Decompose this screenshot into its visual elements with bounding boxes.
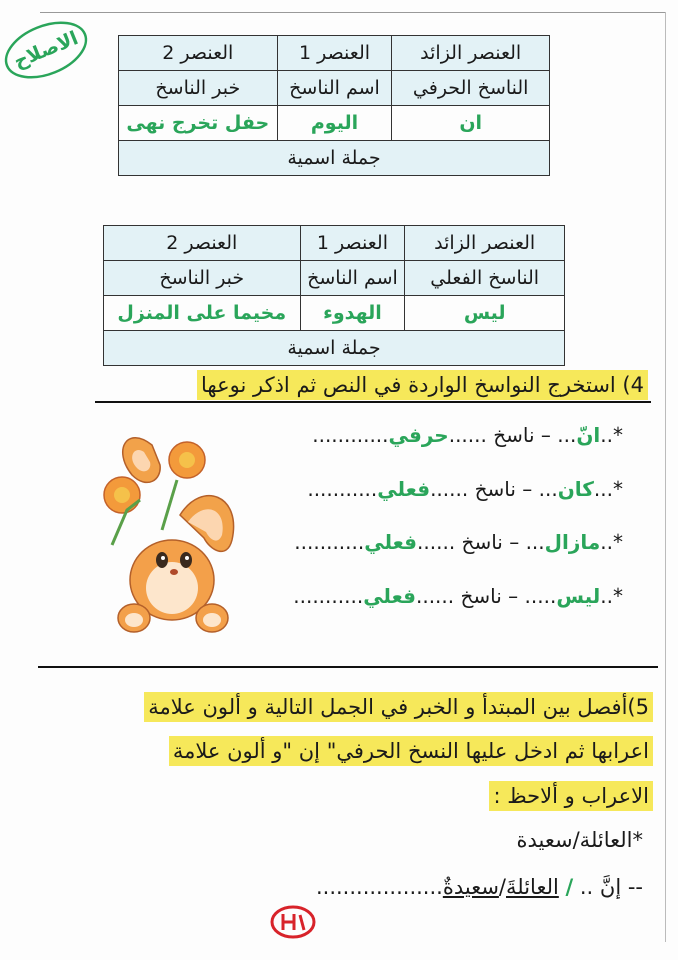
item-dots: ........... [294, 530, 365, 554]
answer-dots: ................... [315, 875, 443, 899]
answer-cell: الهدوء [300, 296, 405, 331]
section-divider [38, 666, 658, 668]
slash-mark: / [498, 875, 506, 899]
table-cell: العنصر 2 [119, 36, 278, 71]
table-cell: العنصر الزائد [392, 36, 550, 71]
item-middle: ... – ناسخ ...... [417, 530, 545, 554]
answer-type: فعلي [364, 530, 418, 554]
table-cell: خبر الناسخ [104, 261, 301, 296]
table-cell: الناسخ الفعلي [405, 261, 565, 296]
item-dots: ............ [312, 423, 389, 447]
answer-cell: حفل تخرج نهى [119, 106, 278, 141]
item-middle: ... – ناسخ ...... [448, 423, 577, 447]
slash-mark: / [565, 875, 574, 899]
table-cell: اسم الناسخ [277, 71, 392, 106]
page-border-top [40, 12, 665, 13]
table-cell: العنصر 1 [300, 226, 405, 261]
publisher-logo [270, 905, 316, 939]
correction-stamp [0, 18, 92, 82]
answer-word: مازال [544, 530, 601, 554]
question-4-underline [95, 401, 651, 403]
table-row [119, 71, 550, 106]
item-prefix: *... [593, 477, 623, 501]
item-prefix: *.. [600, 423, 623, 447]
q4-item-4 [293, 584, 623, 608]
table-row [104, 261, 565, 296]
table-footer-cell: جملة اسمية [119, 141, 550, 176]
table-cell: العنصر 1 [277, 36, 392, 71]
q4-item-3 [294, 530, 623, 554]
answer-word-2: سعيدةٌ [442, 875, 499, 899]
table-row [104, 226, 565, 261]
answer-cell: ليس [405, 296, 565, 331]
answer-cell: اليوم [277, 106, 392, 141]
table-row [119, 106, 550, 141]
q5-sentence: *العائلة/سعيدة [516, 828, 643, 852]
table-cell: اسم الناسخ [300, 261, 405, 296]
answer-type: حرفي [388, 423, 449, 447]
q4-item-1 [312, 423, 623, 447]
answer-cell: مخيما على المنزل [104, 296, 301, 331]
analysis-table-2 [103, 225, 565, 366]
item-middle: ..... – ناسخ ...... [415, 584, 557, 608]
table-row [104, 331, 565, 366]
question-5-line-1: 5)أفصل بين المبتدأ و الخبر في الجمل التالية و ألون علامة [144, 692, 653, 722]
table-cell: العنصر الزائد [405, 226, 565, 261]
answer-word: كان [557, 477, 594, 501]
item-middle: ... – ناسخ ...... [430, 477, 558, 501]
table-row [104, 296, 565, 331]
question-4-title: 4) استخرج النواسخ الواردة في النص ثم اذكر نوعها [197, 370, 648, 400]
answer-cell: ان [392, 106, 550, 141]
q4-item-2 [307, 477, 623, 501]
item-prefix: *.. [600, 584, 623, 608]
answer-type: فعلي [363, 584, 416, 608]
answer-word: انّ [576, 423, 601, 447]
table-cell: خبر الناسخ [119, 71, 278, 106]
item-dots: ........... [293, 584, 364, 608]
question-5-line-2: اعرابها ثم ادخل عليها النسخ الحرفي" إن "و ألون علامة [169, 736, 653, 766]
page-border-right [665, 12, 666, 942]
item-prefix: *.. [600, 530, 623, 554]
analysis-table-1 [118, 35, 550, 176]
table-row [119, 141, 550, 176]
table-footer-cell: جملة اسمية [104, 331, 565, 366]
question-5-line-3: الاعراب و ألاحظ : [489, 781, 653, 811]
q5-answer-line [316, 875, 643, 899]
answer-prefix: -- إنَّ .. [579, 875, 643, 899]
table-cell: العنصر 2 [104, 226, 301, 261]
svg-text:الاصلاح: الاصلاح [10, 27, 82, 73]
answer-type: فعلي [377, 477, 431, 501]
answer-word-1: العائلةَ [506, 875, 559, 899]
item-dots: ........... [307, 477, 378, 501]
answer-word: ليس [556, 584, 601, 608]
bunny-with-flowers-illustration [92, 420, 252, 640]
table-cell: الناسخ الحرفي [392, 71, 550, 106]
table-row [119, 36, 550, 71]
